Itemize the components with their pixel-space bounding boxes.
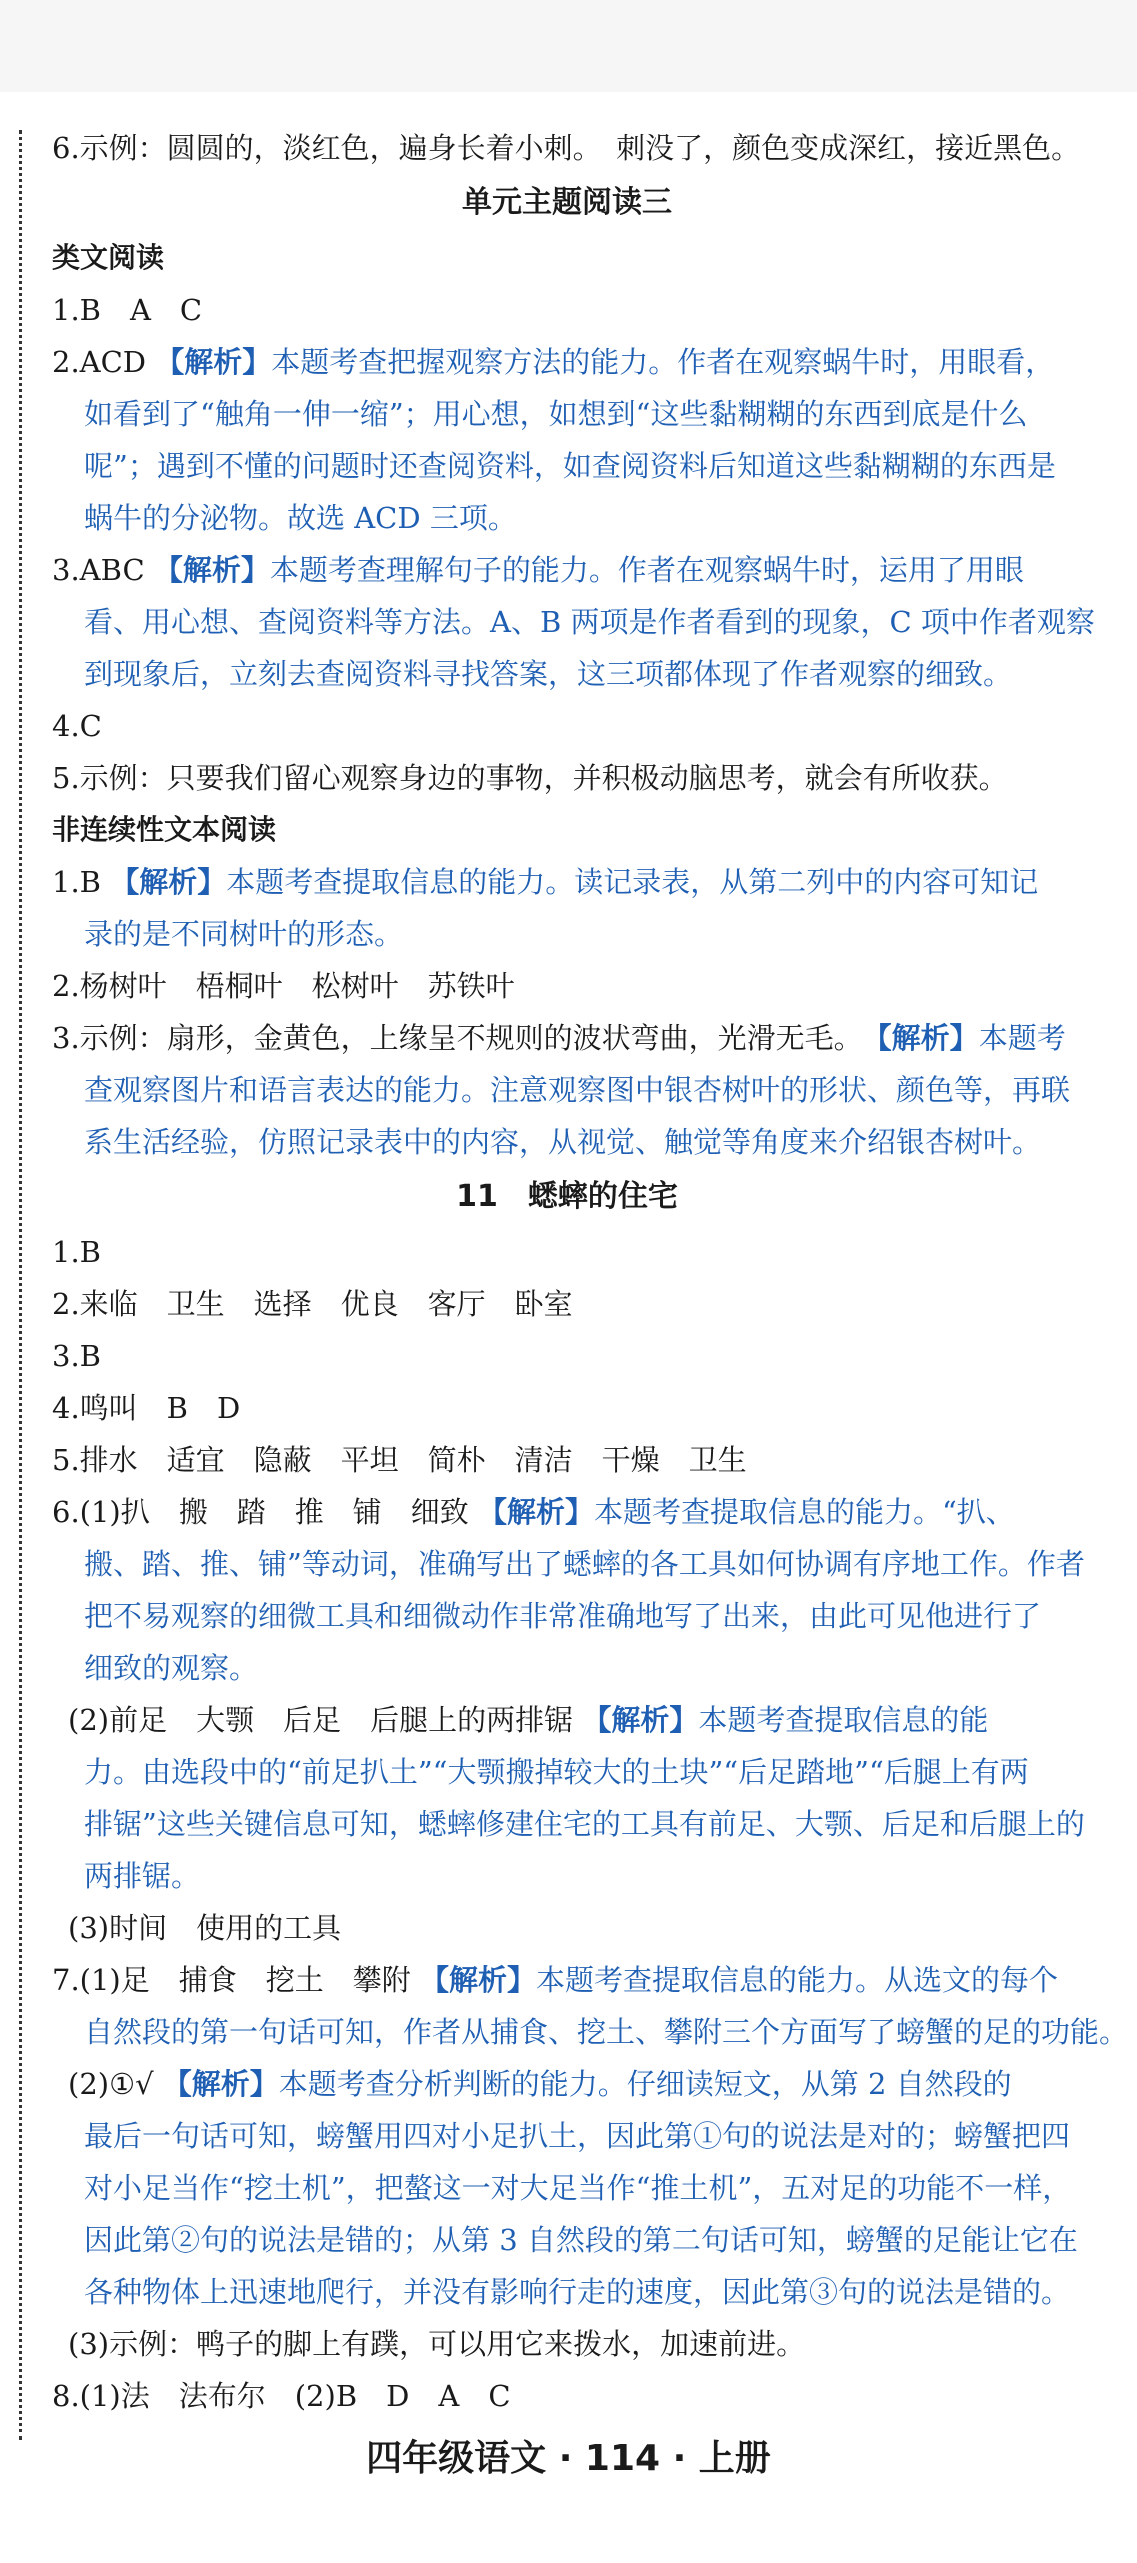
answer-item — [52, 1954, 1082, 2006]
answer-continuation — [52, 2266, 1082, 2318]
answer-item — [52, 856, 1082, 908]
analysis-text: 把不易观察的细微工具和细微动作非常准确地写了出来，由此可见他进行了 — [84, 1599, 1042, 1633]
analysis-text: 蜗牛的分泌物。故选 ACD 三项。 — [84, 501, 517, 535]
answer-text: (3)时间 使用的工具 — [68, 1911, 342, 1945]
analysis-tag: 【解析】 — [419, 1963, 536, 1997]
analysis-tag: 【解析】 — [477, 1495, 594, 1529]
answer-text: 5.示例：只要我们留心观察身边的事物，并积极动脑思考，就会有所收获。 — [52, 761, 1008, 795]
answer-item — [52, 1012, 1082, 1064]
answer-text: 单元主题阅读三 — [462, 185, 672, 220]
answer-text: 非连续性文本阅读 — [52, 813, 277, 846]
answer-item — [52, 2370, 1082, 2422]
answer-text: 3.B — [52, 1339, 101, 1373]
answer-text: 3.示例：扇形，金黄色，上缘呈不规则的波状弯曲，光滑无毛。 — [52, 1021, 878, 1055]
answer-key-content — [52, 122, 1129, 2422]
analysis-text: 呢”；遇到不懂的问题时还查阅资料，如查阅资料后知道这些黏糊糊的东西是 — [84, 449, 1056, 483]
section-title — [52, 174, 1082, 232]
answer-text: 2.ACD — [52, 345, 156, 379]
analysis-text: 如看到了“触角一伸一缩”；用心想，如想到“这些黏糊糊的东西到底是什么 — [84, 397, 1028, 431]
answer-continuation — [52, 2006, 1129, 2058]
answer-continuation — [52, 1798, 1085, 1850]
analysis-text: 排锯”这些关键信息可知，蟋蟀修建住宅的工具有前足、大颚、后足和后腿上的 — [84, 1807, 1085, 1841]
answer-item — [52, 700, 1082, 752]
answer-item — [52, 336, 1082, 388]
analysis-text: 到现象后，立刻去查阅资料寻找答案，这三项都体现了作者观察的细致。 — [84, 657, 1013, 691]
section-heading — [52, 804, 1082, 856]
answer-item — [52, 544, 1082, 596]
answer-item — [52, 1434, 1082, 1486]
answer-text: (3)示例：鸭子的脚上有蹼，可以用它来拨水，加速前进。 — [68, 2327, 806, 2361]
analysis-text: 本题考查提取信息的能 — [698, 1703, 989, 1737]
section-title — [52, 1168, 1082, 1226]
answer-continuation — [52, 2214, 1082, 2266]
answer-continuation — [52, 1642, 1082, 1694]
answer-text: 类文阅读 — [52, 241, 165, 274]
answer-text: 4.鸣叫 B D — [52, 1391, 241, 1425]
answer-continuation — [52, 492, 1082, 544]
analysis-text: 对小足当作“挖土机”，把螯这一对大足当作“推土机”，五对足的功能不一样， — [84, 2171, 1072, 2205]
answer-text: 11 蟋蟀的住宅 — [456, 1179, 678, 1214]
answer-continuation — [52, 2110, 1082, 2162]
answer-subitem — [52, 2058, 1082, 2110]
answer-text: 6.(1)扒 搬 踏 推 铺 细致 — [52, 1495, 478, 1529]
answer-text: 1.B — [52, 865, 111, 899]
analysis-text: 本题考查分析判断的能力。仔细读短文，从第 2 自然段的 — [278, 2067, 1012, 2101]
answer-text: 7.(1)足 捕食 挖土 攀附 — [52, 1963, 420, 1997]
answer-continuation — [52, 1064, 1082, 1116]
analysis-text: 录的是不同树叶的形态。 — [84, 917, 404, 951]
answer-continuation — [52, 1850, 1082, 1902]
analysis-tag: 【解析】 — [155, 345, 272, 379]
answer-continuation — [52, 908, 1082, 960]
answer-item — [52, 1382, 1082, 1434]
page-footer: 四年级语文 · 114 · 上册 — [366, 2438, 771, 2479]
answer-continuation — [52, 596, 1095, 648]
answer-subitem — [52, 2318, 1082, 2370]
answer-text: 8.(1)法 法布尔 (2)B D A C — [52, 2379, 511, 2413]
analysis-text: 力。由选段中的“前足扒土”“大颚搬掉较大的土块”“后足踏地”“后腿上有两 — [84, 1755, 1029, 1789]
answer-continuation — [52, 388, 1082, 440]
analysis-text: 最后一句话可知，螃蟹用四对小足扒土，因此第①句的说法是对的；螃蟹把四 — [84, 2119, 1071, 2153]
analysis-tag: 【解析】 — [162, 2067, 279, 2101]
analysis-text: 细致的观察。 — [84, 1651, 259, 1685]
answer-continuation — [52, 1590, 1082, 1642]
analysis-text: 搬、踏、推、铺”等动词，准确写出了蟋蟀的各工具如何协调有序地工作。作者 — [84, 1547, 1085, 1581]
answer-continuation — [52, 648, 1082, 700]
answer-text: 2.杨树叶 梧桐叶 松树叶 苏铁叶 — [52, 969, 515, 1003]
analysis-text: 查观察图片和语言表达的能力。注意观察图中银杏树叶的形状、颜色等，再联 — [84, 1073, 1071, 1107]
answer-text: 2.来临 卫生 选择 优良 客厅 卧室 — [52, 1287, 573, 1321]
answer-text: (2)前足 大颚 后足 后腿上的两排锯 — [68, 1703, 583, 1737]
section-heading — [52, 232, 1082, 284]
analysis-text: 本题考查提取信息的能力。读记录表，从第二列中的内容可知记 — [226, 865, 1039, 899]
analysis-tag: 【解析】 — [153, 553, 270, 587]
analysis-text: 本题考查提取信息的能力。“扒、 — [593, 1495, 1015, 1529]
answer-text: (2)①√ — [68, 2067, 163, 2101]
answer-text: 4.C — [52, 709, 102, 743]
analysis-tag: 【解析】 — [110, 865, 227, 899]
answer-text: 1.B — [52, 1235, 101, 1269]
answer-text: 3.ABC — [52, 553, 154, 587]
answer-subitem — [52, 1694, 1082, 1746]
answer-item — [52, 960, 1082, 1012]
analysis-text: 本题考 — [978, 1021, 1066, 1055]
analysis-tag: 【解析】 — [582, 1703, 699, 1737]
analysis-text: 因此第②句的说法是错的；从第 3 自然段的第二句话可知，螃蟹的足能让它在 — [84, 2223, 1078, 2257]
answer-item — [52, 1226, 1082, 1278]
answer-item — [52, 122, 1082, 174]
answer-text: 6.示例：圆圆的，淡红色，遍身长着小刺。 刺没了，颜色变成深红，接近黑色。 — [52, 131, 1081, 165]
analysis-tag: 【解析】 — [877, 1021, 979, 1055]
answer-continuation — [52, 1538, 1085, 1590]
answer-item — [52, 1278, 1082, 1330]
analysis-text: 看、用心想、查阅资料等方法。A、B 两项是作者看到的现象，C 项中作者观察 — [84, 605, 1095, 639]
top-margin-band — [0, 0, 1137, 92]
answer-text: 1.B A C — [52, 293, 203, 327]
answer-continuation — [52, 1746, 1082, 1798]
answer-continuation — [52, 2162, 1082, 2214]
analysis-text: 本题考查理解句子的能力。作者在观察蜗牛时，运用了用眼 — [269, 553, 1024, 587]
answer-item — [52, 1330, 1082, 1382]
answer-continuation — [52, 440, 1082, 492]
answer-item — [52, 284, 1082, 336]
analysis-text: 各种物体上迅速地爬行，并没有影响行走的速度，因此第③句的说法是错的。 — [84, 2275, 1071, 2309]
answer-item — [52, 1486, 1082, 1538]
analysis-text: 系生活经验，仿照记录表中的内容，从视觉、触觉等角度来介绍银杏树叶。 — [84, 1125, 1042, 1159]
answer-item — [52, 752, 1082, 804]
dotted-margin-rule — [19, 130, 22, 2440]
analysis-text: 本题考查提取信息的能力。从选文的每个 — [535, 1963, 1058, 1997]
analysis-text: 本题考查把握观察方法的能力。作者在观察蜗牛时，用眼看， — [271, 345, 1055, 379]
answer-subitem — [52, 1902, 1082, 1954]
answer-text: 5.排水 适宜 隐蔽 平坦 简朴 清洁 干燥 卫生 — [52, 1443, 747, 1477]
analysis-text: 自然段的第一句话可知，作者从捕食、挖土、攀附三个方面写了螃蟹的足的功能。 — [84, 2015, 1129, 2049]
answer-continuation — [52, 1116, 1082, 1168]
analysis-text: 两排锯。 — [84, 1859, 201, 1893]
